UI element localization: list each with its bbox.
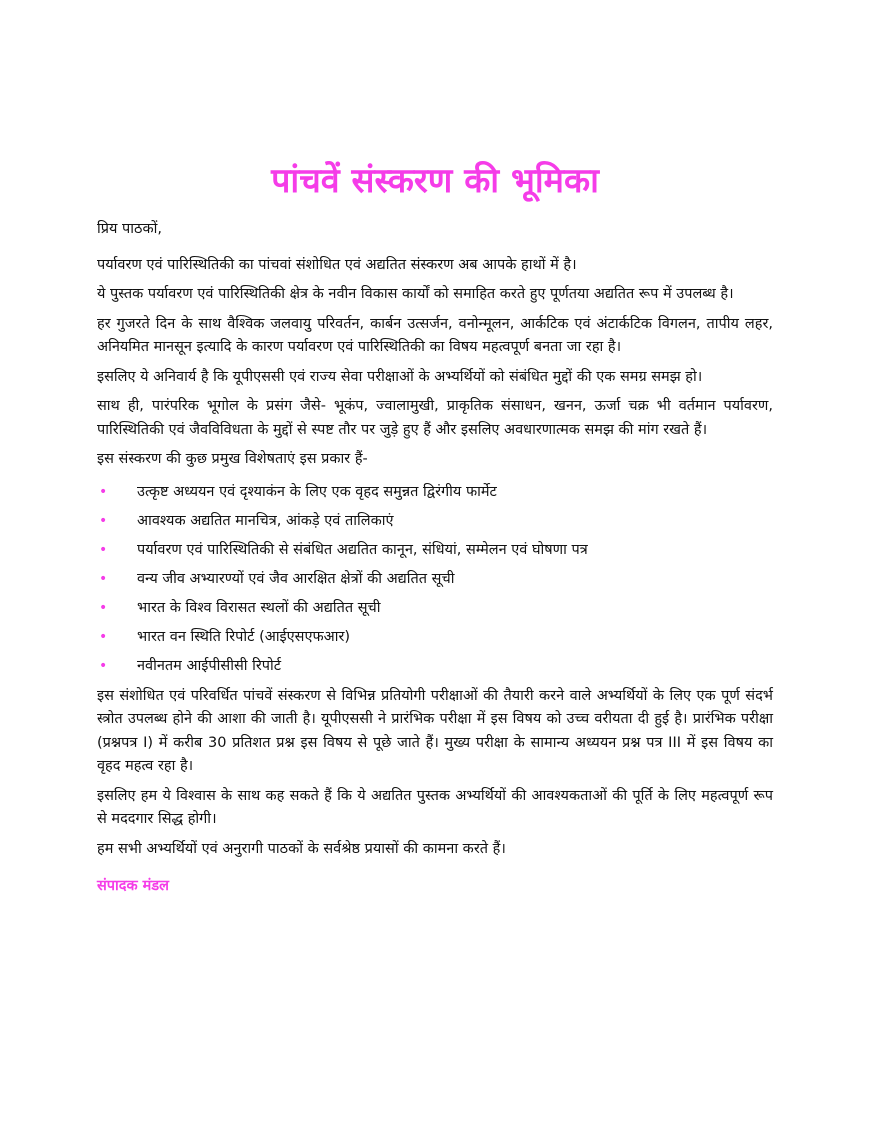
list-item [97, 594, 773, 623]
feature-text: पर्यावरण एवं पारिस्थितिकी से संबंधित अद्यतित कानून, संधियां, सम्मेलन एवं घोषणा पत्र [137, 541, 588, 558]
paragraph: इसलिए ये अनिवार्य है कि यूपीएससी एवं राज्य सेवा परीक्षाओं के अभ्यर्थियों को संबंधित मुद्दों की एक समग्र समझ हो। [97, 368, 703, 385]
list-item [97, 565, 773, 594]
bullet-icon: • [99, 570, 108, 587]
paragraph: पर्यावरण एवं पारिस्थितिकी का पांचवां संशोधित एवं अद्यतित संस्करण अब आपके हाथों में है। [97, 256, 577, 273]
paragraph: साथ ही, पारंपरिक भूगोल के प्रसंग जैसे- भूकंप, ज्वालामुखी, प्राकृतिक संसाधन, खनन, ऊर्जा चक्र भी वर्तमान पर्यावरण, पारिस्थितिकी एवं जैवविविधता के मुद्दों से स्पष्ट तौर पर जुड़े हुए हैं और इसलिए अवधारणात्मक समझ की मांग रखते हैं। [97, 398, 773, 438]
list-item [97, 478, 773, 507]
signature: संपादक मंडल [97, 878, 169, 894]
feature-text: भारत के विश्व विरासत स्थलों की अद्यतित सूची [137, 599, 381, 616]
list-item [97, 536, 773, 565]
bullet-icon: • [99, 512, 108, 529]
bullet-icon: • [99, 657, 108, 674]
paragraph: ये पुस्तक पर्यावरण एवं पारिस्थितिकी क्षेत्र के नवीन विकास कार्यों को समाहित करते हुए पूर्णतया अद्यतित रूप में उपलब्ध है। [97, 286, 734, 302]
bullet-icon: • [99, 483, 108, 500]
bullet-icon: • [99, 628, 108, 645]
feature-text: उत्कृष्ट अध्ययन एवं दृश्याकंन के लिए एक वृहद समुन्नत द्विरंगीय फार्मेट [137, 483, 497, 500]
salutation: प्रिय पाठकों, [97, 221, 162, 237]
paragraph: इस संस्करण की कुछ प्रमुख विशेषताएं इस प्रकार हैं- [97, 451, 368, 467]
features-list [97, 478, 773, 681]
list-item [97, 507, 773, 536]
paragraph: हम सभी अभ्यर्थियों एवं अनुरागी पाठकों के सर्वश्रेष्ठ प्रयासों की कामना करते हैं। [97, 840, 506, 857]
paragraph: इस संशोधित एवं परिवर्धित पांचवें संस्करण से विभिन्न प्रतियोगी परीक्षाओं की तैयारी करने वाले अभ्यर्थियों के लिए एक पूर्ण संदर्भ स्त्रोत उपलब्ध होने की आशा की जाती है। यूपीएससी ने प्रारंभिक परीक्षा में इस विषय को उच्च वरीयता दी हुई है। प्रारंभिक परीक्षा (प्रश्नपत्र I) में करीब 30 प्रतिशत प्रश्न इस विषय से पूछे जाते हैं। मुख्य परीक्षा के सामान्य अध्ययन प्रश्न पत्र III में इस विषय का वृहद महत्व रहा है। [97, 687, 773, 774]
feature-text: भारत वन स्थिति रिपोर्ट (आईएसएफआर) [137, 628, 351, 645]
feature-text: वन्य जीव अभ्यारण्यों एवं जैव आरक्षित क्षेत्रों की अद्यतित सूची [137, 570, 455, 587]
paragraph: हर गुजरते दिन के साथ वैश्विक जलवायु परिवर्तन, कार्बन उत्सर्जन, वनोन्मूलन, आर्कटिक एवं अंटार्कटिक विगलन, तापीय लहर, अनियमित मानसून इत्यादि के कारण पर्यावरण एवं पारिस्थितिकी का विषय महत्वपूर्ण बनता जा रहा है। [97, 315, 773, 355]
list-item [97, 652, 773, 681]
bullet-icon: • [99, 541, 108, 558]
bullet-icon: • [99, 599, 108, 616]
page-title: पांचवें संस्करण की भूमिका [271, 161, 599, 201]
feature-text: नवीनतम आईपीसीसी रिपोर्ट [137, 657, 282, 674]
feature-text: आवश्यक अद्यतित मानचित्र, आंकड़े एवं तालिकाएं [137, 512, 394, 529]
list-item [97, 623, 773, 652]
paragraph: इसलिए हम ये विश्वास के साथ कह सकते हैं कि ये अद्यतित पुस्तक अभ्यर्थियों की आवश्यकताओं की पूर्ति के लिए महत्वपूर्ण रूप से मददगार सिद्ध होगी। [97, 787, 773, 827]
preface-page [97, 158, 773, 895]
